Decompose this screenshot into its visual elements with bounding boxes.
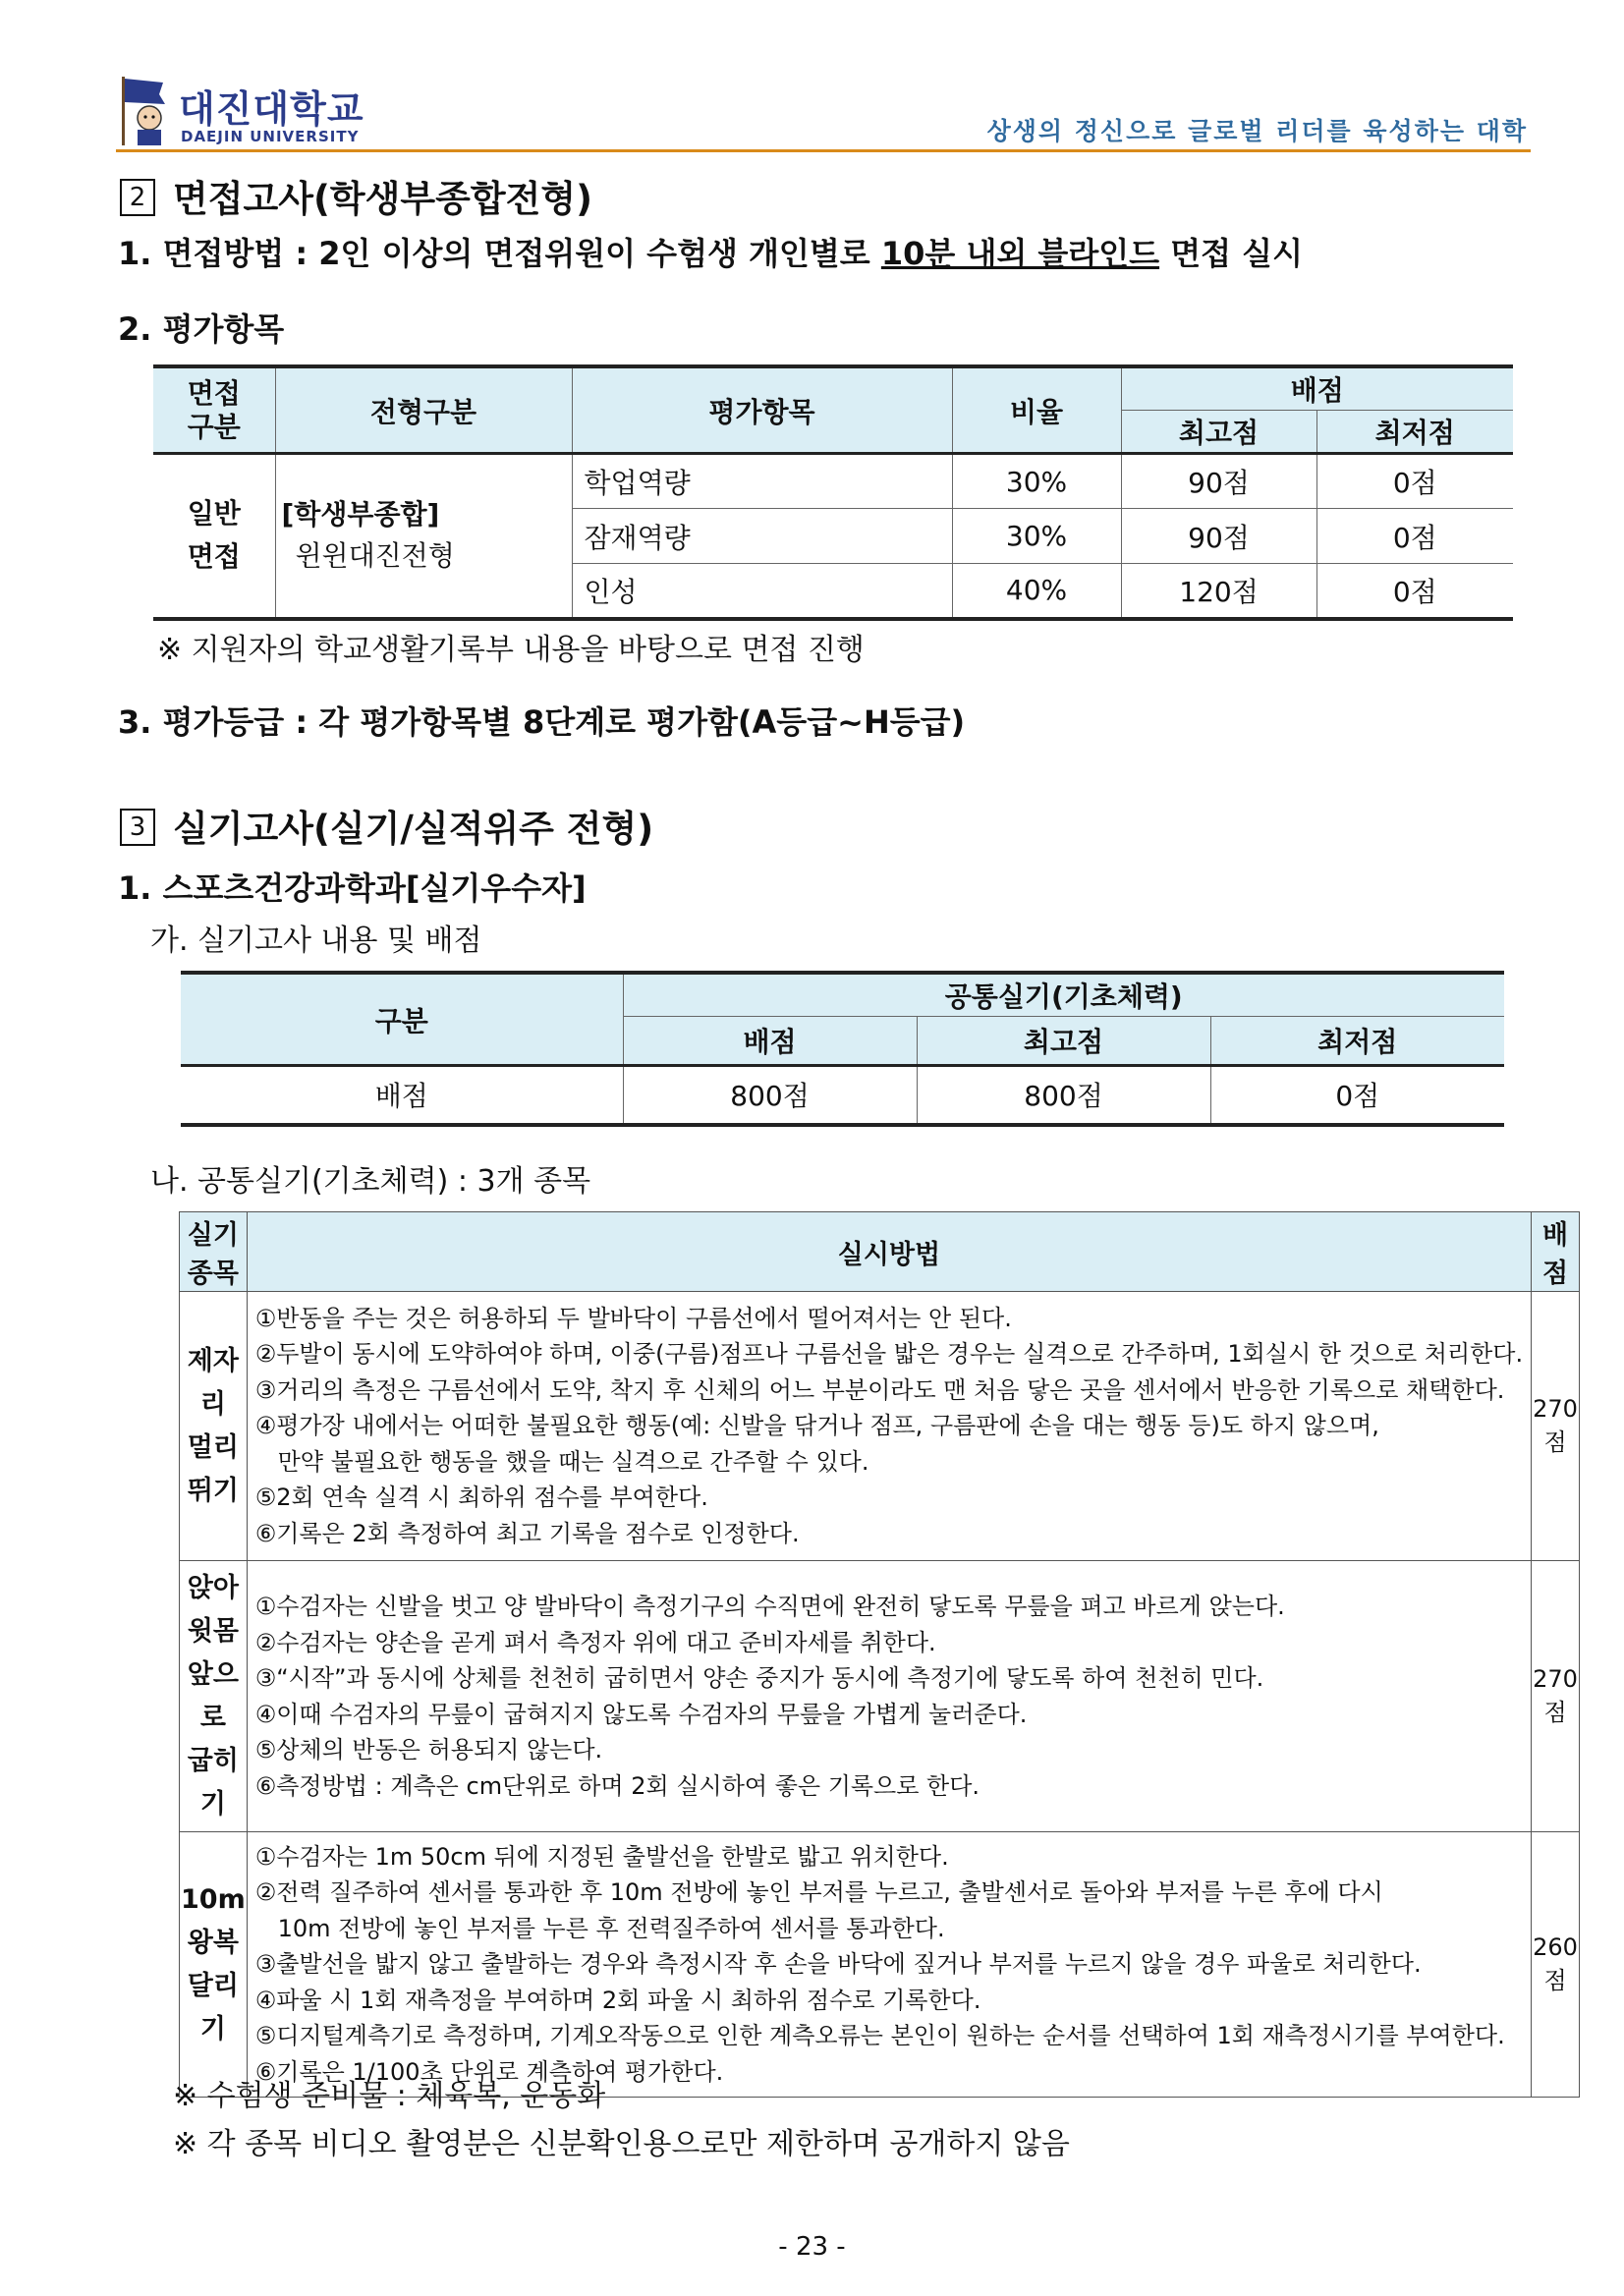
cell-item: 인성 xyxy=(572,564,952,619)
method-line: ⑥기록은 2회 측정하여 최고 기록을 점수로 인정한다. xyxy=(254,1519,800,1547)
th-method: 실시방법 xyxy=(247,1212,1531,1292)
method-line: ④평가장 내에서는 어떠한 불필요한 행동(예: 신발을 닦거나 점프, 구름판에 손을 대는 행동 등)도 하지 않으며, xyxy=(254,1412,1379,1440)
th-score: 배점 xyxy=(1121,366,1513,411)
method-line: ⑤2회 연속 실격 시 최하위 점수를 부여한다. xyxy=(254,1484,708,1512)
evaluation-items-table xyxy=(153,364,1513,621)
cell-max: 120점 xyxy=(1121,564,1316,619)
cell-min: 0점 xyxy=(1316,454,1513,509)
th-admission-type: 전형구분 xyxy=(275,366,572,454)
mascot-flag-icon xyxy=(116,73,175,149)
evaluation-items-heading: 2. 평가항목 xyxy=(118,310,285,348)
method-line: ①반동을 주는 것은 허용하되 두 발바닥이 구름선에서 떨어져서는 안 된다. xyxy=(254,1304,1012,1332)
cell-min: 0점 xyxy=(1316,509,1513,564)
university-name-en: DAEJIN UNIVERSITY xyxy=(181,128,360,145)
th-category: 구분 xyxy=(181,973,623,1066)
method-line: ③거리의 측정은 구름선에서 도약, 착지 후 신체의 어느 부분이라도 맨 처음 닿은 곳을 센서에서 반응한 기록으로 채택한다. xyxy=(254,1375,1505,1404)
method-line: 만약 불필요한 행동을 했을 때는 실격으로 간주할 수 있다. xyxy=(254,1447,869,1476)
th-interview-category: 면접 구분 xyxy=(153,366,275,454)
interview-method-underlined: 10분 내외 블라인드 xyxy=(880,235,1160,272)
section3-heading xyxy=(120,799,653,852)
method-sit-and-reach xyxy=(247,1561,1531,1832)
table-row xyxy=(153,454,1513,509)
interview-note: ※ 지원자의 학교생활기록부 내용을 바탕으로 면접 진행 xyxy=(157,633,865,667)
table-row xyxy=(180,1832,1580,2098)
th-max-score: 최고점 xyxy=(917,1017,1210,1066)
cell-max: 90점 xyxy=(1121,509,1316,564)
cell-row-label: 배점 xyxy=(181,1066,623,1125)
preparation-note: ※ 수험생 준비물 : 체육복, 운동화 xyxy=(173,2079,606,2113)
practical-score-table xyxy=(181,971,1504,1127)
method-line: ④이때 수검자의 무릎이 굽혀지지 않도록 수검자의 무릎을 가볍게 눌러준다. xyxy=(254,1700,1028,1728)
slogan: 상생의 정신으로 글로벌 리더를 육성하는 대학 xyxy=(986,117,1528,145)
cell-interview-category: 일반 면접 xyxy=(153,454,275,619)
method-line: 10m 전방에 놓인 부저를 누른 후 전력질주하여 센서를 통과한다. xyxy=(254,1914,945,1942)
th-evaluation-item: 평가항목 xyxy=(572,366,952,454)
event-sit-and-reach: 앉아 윗몸 앞으로 굽히기 xyxy=(180,1561,248,1832)
section3-title: 실기고사(실기/실적위주 전형) xyxy=(173,808,654,850)
method-line: ③“시작”과 동시에 상체를 천천히 굽히면서 양손 중지가 동시에 측정기에 닿도록 하여 천천히 민다. xyxy=(254,1664,1264,1692)
cell-ratio: 40% xyxy=(952,564,1121,619)
th-min-score: 최저점 xyxy=(1316,411,1513,454)
practical-events-table xyxy=(179,1211,1580,2098)
method-line: ①수검자는 1m 50cm 뒤에 지정된 출발선을 한발로 밟고 위치한다. xyxy=(254,1842,949,1871)
section2-title: 면접고사(학생부종합전형) xyxy=(173,178,592,220)
interview-method-text: 1. 면접방법 : 2인 이상의 면접위원이 수험생 개인별로 xyxy=(118,235,881,272)
university-name-ko: 대진대학교 xyxy=(179,87,364,131)
score-standing-long-jump: 270점 xyxy=(1532,1292,1580,1561)
method-standing-long-jump xyxy=(247,1292,1531,1561)
cell-max: 90점 xyxy=(1121,454,1316,509)
method-line: ②두발이 동시에 도약하여야 하며, 이중(구름)점프나 구름선을 밟은 경우는 실격으로 간주하며, 1회실시 한 것으로 처리한다. xyxy=(254,1340,1524,1369)
th-min-score: 최저점 xyxy=(1210,1017,1504,1066)
score-10m-shuttle-run: 260점 xyxy=(1532,1832,1580,2098)
cell-min: 0점 xyxy=(1210,1066,1504,1125)
table-row xyxy=(181,1066,1504,1125)
method-line: ②전력 질주하여 센서를 통과한 후 10m 전방에 놓인 부저를 누르고, 출발센서로 돌아와 부저를 누른 후에 다시 xyxy=(254,1878,1383,1907)
th-score: 배점 xyxy=(623,1017,917,1066)
university-logo xyxy=(116,73,401,153)
interview-method-suffix: 면접 실시 xyxy=(1159,235,1303,272)
cell-ratio: 30% xyxy=(952,454,1121,509)
section2-heading xyxy=(120,169,592,222)
th-score: 배점 xyxy=(1532,1212,1580,1292)
event-standing-long-jump: 제자리 멀리뛰기 xyxy=(180,1292,248,1561)
common-practical-heading: 나. 공통실기(기초체력) : 3개 종목 xyxy=(150,1164,591,1199)
header-divider xyxy=(116,149,1531,152)
method-10m-shuttle-run xyxy=(247,1832,1531,2098)
table-row xyxy=(180,1292,1580,1561)
th-event: 실기종목 xyxy=(180,1212,248,1292)
interview-method xyxy=(118,229,1303,274)
cell-min: 0점 xyxy=(1316,564,1513,619)
cell-admission-type: [학생부종합] 윈윈대진전형 xyxy=(275,454,572,619)
page-number: - 23 - xyxy=(778,2232,846,2262)
video-note: ※ 각 종목 비디오 촬영분은 신분확인용으로만 제한하며 공개하지 않음 xyxy=(173,2127,1070,2161)
method-line: ③출발선을 밟지 않고 출발하는 경우와 측정시작 후 손을 바닥에 짚거나 부저를 누르지 않을 경우 파울로 처리한다. xyxy=(254,1950,1422,1979)
method-line: ⑥기록은 1/100초 단위로 계측하여 평가한다. xyxy=(254,2057,724,2086)
method-line: ⑥측정방법 : 계측은 cm단위로 하며 2회 실시하여 좋은 기록으로 한다. xyxy=(254,1771,980,1800)
method-line: ⑤디지털계측기로 측정하며, 기계오작동으로 인한 계측오류는 본인이 원하는 순서를 선택하여 1회 재측정시기를 부여한다. xyxy=(254,2022,1505,2050)
event-10m-shuttle-run: 10m 왕복 달리기 xyxy=(180,1832,248,2098)
th-common-practical: 공통실기(기초체력) xyxy=(623,973,1504,1017)
cell-item: 학업역량 xyxy=(572,454,952,509)
method-line: ⑤상체의 반동은 허용되지 않는다. xyxy=(254,1736,603,1764)
th-max-score: 최고점 xyxy=(1121,411,1316,454)
section3-number-box: 3 xyxy=(120,809,155,846)
method-line: ①수검자는 신발을 벗고 양 발바닥이 측정기구의 수직면에 완전히 닿도록 무릎을 펴고 바르게 앉는다. xyxy=(254,1593,1285,1620)
practical-content-heading: 가. 실기고사 내용 및 배점 xyxy=(150,924,482,958)
cell-item: 잠재역량 xyxy=(572,509,952,564)
table-row xyxy=(180,1561,1580,1832)
evaluation-grade: 3. 평가등급 : 각 평가항목별 8단계로 평가함(A등급~H등급) xyxy=(118,703,966,741)
sports-dept-heading: 1. 스포츠건강과학과[실기우수자] xyxy=(118,869,587,907)
section2-number-box: 2 xyxy=(120,179,155,216)
th-ratio: 비율 xyxy=(952,366,1121,454)
score-sit-and-reach: 270점 xyxy=(1532,1561,1580,1832)
cell-score: 800점 xyxy=(623,1066,917,1125)
method-line: ②수검자는 양손을 곧게 펴서 측정자 위에 대고 준비자세를 취한다. xyxy=(254,1628,936,1656)
method-line: ④파울 시 1회 재측정을 부여하며 2회 파울 시 최하위 점수로 기록한다. xyxy=(254,1986,981,2014)
cell-ratio: 30% xyxy=(952,509,1121,564)
cell-max: 800점 xyxy=(917,1066,1210,1125)
